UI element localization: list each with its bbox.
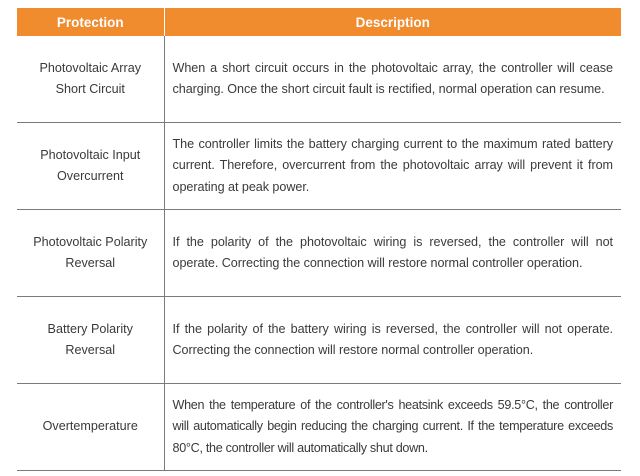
table-row	[17, 210, 621, 297]
description-cell: When a short circuit occurs in the photovoltaic array, the controller will cease charging. Once the short circuit fault is rectified, normal operation can resume.	[164, 36, 621, 123]
description-cell: If the polarity of the battery wiring is reversed, the controller will not operate. Correcting the connection will restore normal controller operation.	[164, 297, 621, 384]
protection-cell: Battery Polarity Reversal	[17, 297, 164, 384]
protection-table	[17, 8, 621, 471]
protection-cell: Photovoltaic Polarity Reversal	[17, 210, 164, 297]
protection-cell: Photovoltaic Array Short Circuit	[17, 36, 164, 123]
table-row	[17, 123, 621, 210]
table-row	[17, 384, 621, 471]
table-row	[17, 297, 621, 384]
header-row	[17, 8, 621, 36]
table-body	[17, 36, 621, 471]
description-cell: If the polarity of the photovoltaic wiring is reversed, the controller will not operate. Correcting the connection will restore normal controller operation.	[164, 210, 621, 297]
protection-cell: Overtemperature	[17, 384, 164, 471]
description-cell: The controller limits the battery charging current to the maximum rated battery current. Therefore, overcurrent from the photovoltaic array will prevent it from operating at peak power.	[164, 123, 621, 210]
header-description: Description	[164, 8, 621, 36]
header-protection: Protection	[17, 8, 164, 36]
protection-table-container	[17, 8, 621, 471]
table-header	[17, 8, 621, 36]
protection-cell: Photovoltaic Input Overcurrent	[17, 123, 164, 210]
description-cell: When the temperature of the controller's heatsink exceeds 59.5°C, the controller will automatically begin reducing the charging current. If the temperature exceeds 80°C, the controller will automatically shut down.	[164, 384, 621, 471]
table-row	[17, 36, 621, 123]
